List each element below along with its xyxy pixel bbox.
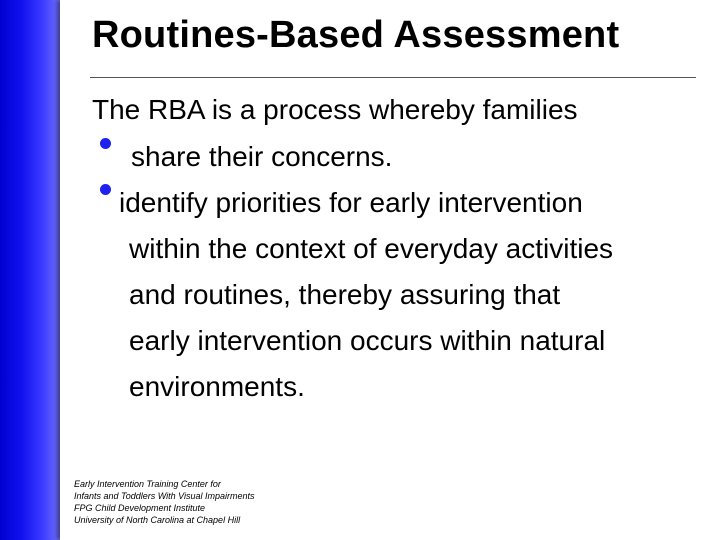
footer-line: Early Intervention Training Center for (74, 479, 221, 489)
slide-title: Routines-Based Assessment (92, 14, 620, 56)
bullet-icon (100, 184, 111, 195)
intro-text: The RBA is a process whereby families (92, 94, 578, 125)
footer-line: University of North Carolina at Chapel Hill (74, 515, 241, 525)
footer-line: FPG Child Development Institute (74, 503, 206, 513)
bullet-text-2-continuation: and routines, thereby assuring that (129, 279, 561, 310)
title-divider (90, 77, 696, 78)
bullet-text-2: identify priorities for early intervention (119, 187, 583, 218)
bullet-text-1: share their concerns. (131, 141, 393, 172)
bullet-text-2-continuation: within the context of everyday activities (129, 233, 614, 264)
footer-credits (74, 478, 255, 526)
bullet-icon (100, 138, 111, 149)
bullet-text-2-continuation: environments. (129, 371, 305, 402)
footer-line: Infants and Toddlers With Visual Impairments (74, 491, 255, 501)
bullet-text-2-continuation: early intervention occurs within natural (129, 325, 606, 356)
slide-canvas (60, 0, 720, 540)
left-accent-bar (0, 0, 60, 540)
